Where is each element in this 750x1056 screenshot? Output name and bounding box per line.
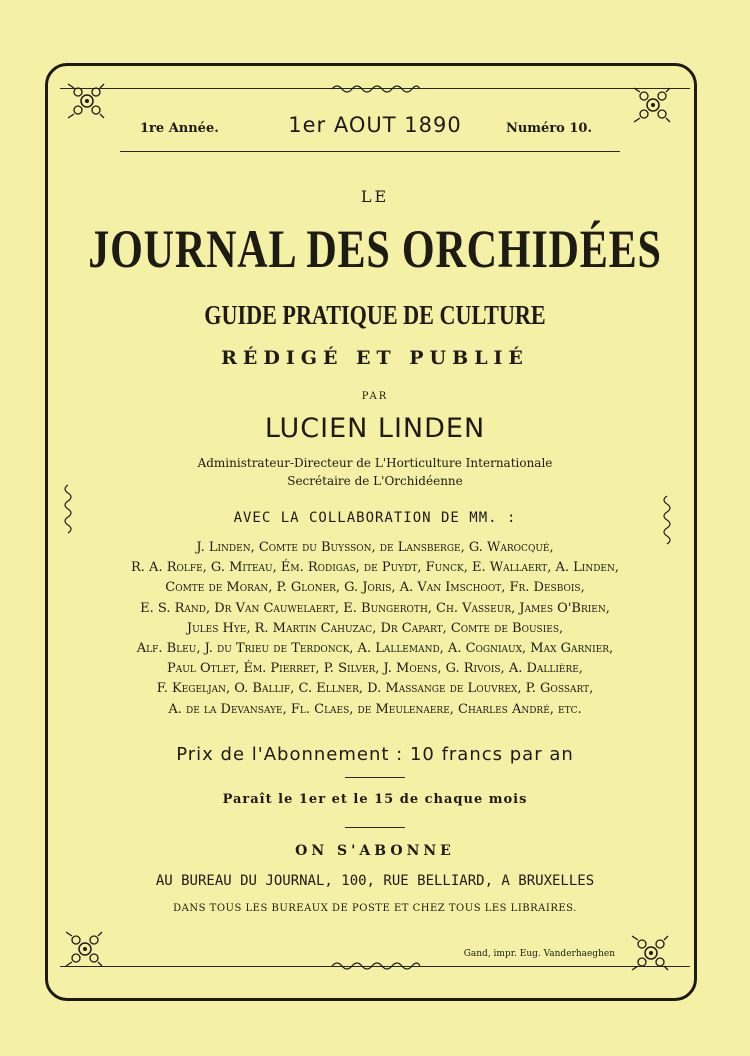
title-article: LE [360,187,390,206]
author-role-2: Secrétaire de L'Orchidéenne [287,474,463,488]
collaborator-line: E. S. Rand, Dr Van Cauwelaert, E. Bungeroth, Ch. Vasseur, James O'Brien, [140,600,610,616]
issue-year: 1re Année. [140,121,219,136]
subscription-price: Prix de l'Abonnement : 10 francs par an [176,744,574,765]
header-rule [120,151,620,152]
issue-header [0,113,750,143]
printer-imprint: Gand, impr. Eug. Vanderhaeghen [463,949,615,959]
collaborator-line: A. de la Devansaye, Fl. Claes, de Meulenaere, Charles André, etc. [168,701,582,717]
issue-number: Numéro 10. [505,121,592,136]
redige-line: RÉDIGÉ ET PUBLIÉ [221,347,529,369]
collaboration-heading: AVEC LA COLLABORATION DE MM. : [233,510,517,526]
publication-frequency: Paraît le 1er et le 15 de chaque mois [222,792,528,807]
collaborator-line: F. Kegeljan, O. Ballif, C. Ellner, D. Massange de Louvrex, P. Gossart, [156,681,594,697]
short-rule [345,827,405,828]
top-wave-ornament-icon [330,82,420,96]
collaborator-line: R. A. Rolfe, G. Miteau, Ém. Rodigas, de Puydt, Funck, E. Wallaert, A. Linden, [131,560,619,576]
author-name: LUCIEN LINDEN [264,413,486,444]
corner-ornament-icon [628,930,674,976]
on-sabonne-heading: ON S'ABONNE [295,843,455,859]
collaborator-line: Comte de Moran, P. Gloner, G. Joris, A. Van Imschoot, Fr. Desbois, [165,580,585,596]
journal-title: JOURNAL DES ORCHIDÉES [88,219,662,279]
corner-ornament-icon [62,926,108,972]
collaborator-line: Alf. Bleu, J. du Trieu de Terdonck, A. Lallemand, A. Cogniaux, Max Garnier, [136,641,614,657]
issue-date: 1er AOUT 1890 [288,113,462,137]
collaborator-line: J. Linden, Comte du Buysson, de Lansberge, G. Warocqué, [196,540,554,555]
author-role-1: Administrateur-Directeur de L'Horticulture Internationale [197,456,553,470]
collaborator-line: Jules Hye, R. Martin Cahuzac, Dr Capart, Comte de Bousies, [186,620,564,636]
journal-subtitle: GUIDE PRATIQUE DE CULTURE [204,300,546,330]
par-line: PAR [361,391,389,402]
collaborator-line: Paul Otlet, Ém. Pierret, P. Silver, J. Moens, G. Rivois, A. Dallière, [167,661,583,677]
collaborator-list [0,538,750,720]
short-rule [345,777,405,778]
bureau-address: AU BUREAU DU JOURNAL, 100, RUE BELLIARD, A BRUXELLES [155,873,595,889]
bottom-wave-ornament-icon [330,959,420,973]
subscription-note: DANS TOUS LES BUREAUX DE POSTE ET CHEZ TOUS LES LIBRAIRES. [173,903,577,914]
